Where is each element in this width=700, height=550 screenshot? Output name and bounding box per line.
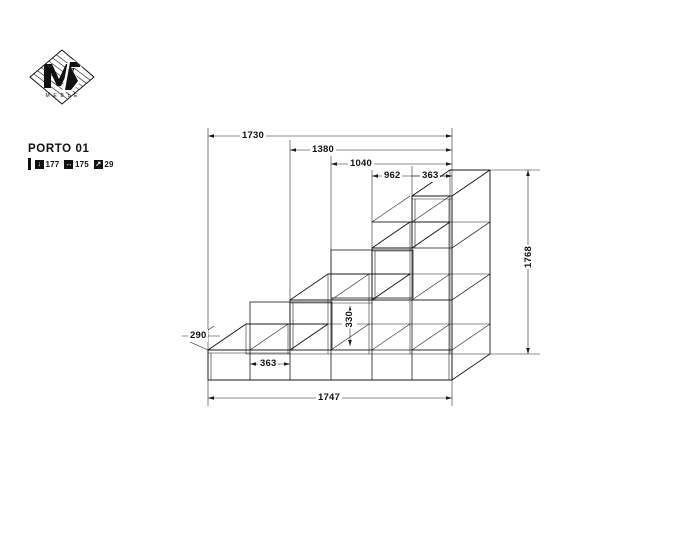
depth-icon: ↗ (95, 160, 102, 168)
spec-height-value: 177 (45, 159, 60, 169)
spec-height (35, 160, 59, 169)
dim-290: 290 (190, 330, 207, 341)
spec-depth-value: 29 (104, 159, 114, 169)
spec-width (64, 160, 88, 169)
brand-logo (28, 48, 96, 106)
spec-width-value: 175 (74, 159, 89, 169)
logo-subtext: M E B L E (45, 93, 79, 99)
height-icon: ↓ (35, 160, 44, 169)
dim-1730: 1730 (242, 130, 264, 141)
spec-bar (28, 158, 31, 170)
dim-962: 962 (384, 170, 401, 181)
dim-330: 330 (344, 311, 355, 328)
dim-363-top: 363 (422, 170, 439, 181)
dim-1040: 1040 (350, 158, 372, 169)
dim-363-cube: 363 (260, 358, 277, 369)
product-title: PORTO 01 (28, 143, 90, 155)
width-icon: ↔ (65, 160, 73, 168)
dim-1380: 1380 (312, 144, 334, 155)
right-side-face (452, 170, 490, 380)
dim-1768: 1768 (523, 246, 534, 268)
product-specs (28, 158, 119, 170)
spec-depth (94, 160, 114, 169)
dim-1747: 1747 (318, 392, 340, 403)
technical-drawing (180, 110, 680, 430)
front-outer-outline (208, 196, 452, 380)
